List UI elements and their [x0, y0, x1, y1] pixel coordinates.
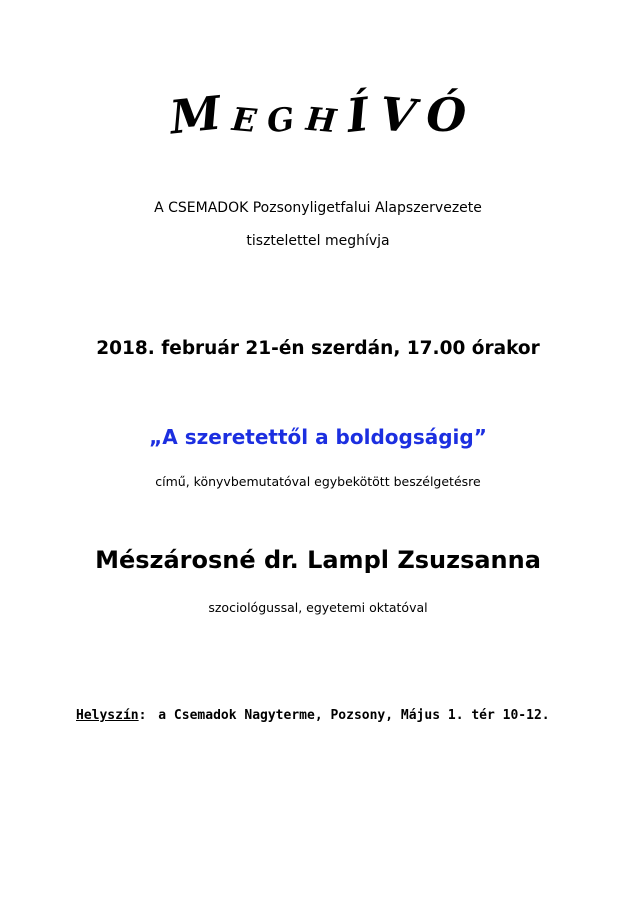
- title-letter: V: [377, 86, 418, 144]
- book-title: „A szeretettől a boldogságig”: [149, 425, 487, 449]
- organizer-line: A CSEMADOK Pozsonyligetfalui Alapszervezete: [154, 200, 482, 216]
- title-letter: G: [265, 99, 297, 141]
- title-letter: M: [166, 85, 224, 145]
- venue-label: Helyszín: [76, 708, 139, 723]
- venue-line: [76, 708, 550, 723]
- page-title: [0, 85, 636, 158]
- invites-line: tisztelettel meghívja: [246, 233, 390, 249]
- title-letter: Í: [344, 87, 372, 143]
- venue-address: a Csemadok Nagyterme, Pozsony, Május 1. tér 10-12.: [158, 708, 550, 723]
- event-description: című, könyvbemutatóval egybekötött beszélgetésre: [155, 474, 481, 489]
- title-letter: Ó: [426, 88, 467, 142]
- speaker-role: szociológussal, egyetemi oktatóval: [208, 600, 428, 615]
- title-letter: E: [230, 100, 258, 140]
- venue-colon: :: [138, 708, 147, 723]
- title-letter: H: [303, 99, 338, 141]
- event-datetime: 2018. február 21-én szerdán, 17.00 órakor: [96, 338, 540, 359]
- speaker-name: Mészárosné dr. Lampl Zsuzsanna: [95, 546, 541, 574]
